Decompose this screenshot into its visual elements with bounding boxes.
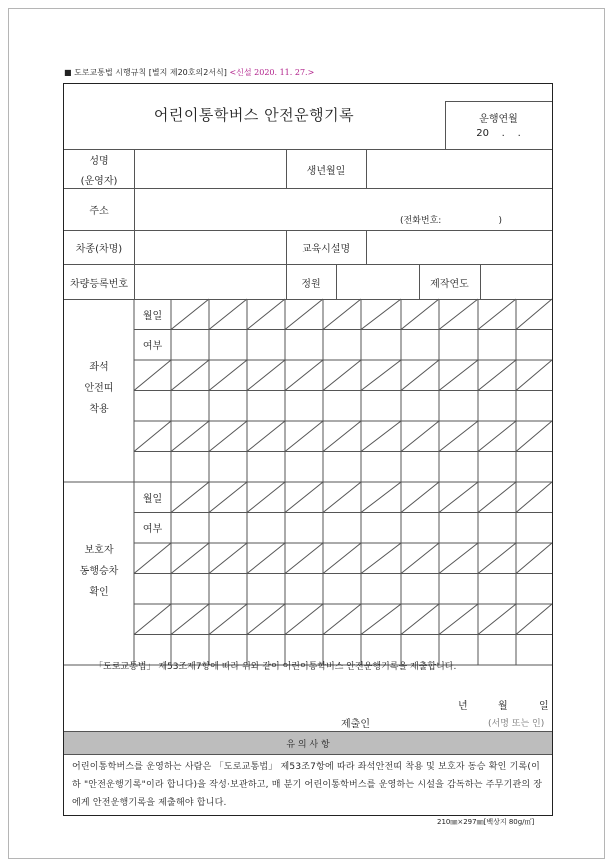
operation-date-field[interactable]: 20 . .: [476, 128, 521, 139]
seatbelt-grid-date-slash: [247, 360, 285, 391]
guardian-grid-date-slash: [209, 482, 247, 513]
operation-date-label: 운행연월: [479, 114, 518, 125]
seatbelt-label-line-3: 착용: [89, 404, 109, 415]
seatbelt-grid-date-slash: [439, 421, 478, 452]
guardian-grid-date-slash: [134, 543, 171, 574]
guardian-grid-date-slash: [361, 543, 401, 574]
guardian-grid-date-slash: [285, 482, 323, 513]
guardian-label-line-3: 확인: [89, 587, 109, 598]
seatbelt-grid-date-slash: [439, 360, 478, 391]
seatbelt-grid-date-slash: [285, 299, 323, 330]
capacity-label: 정원: [301, 279, 321, 290]
guardian-grid-date-slash: [171, 604, 209, 635]
seatbelt-grid-date-slash: [171, 360, 209, 391]
guardian-grid-date-slash: [247, 604, 285, 635]
guardian-grid-date-slash: [439, 482, 478, 513]
guardian-section-label: [64, 540, 134, 603]
seatbelt-grid-date-slash: [323, 360, 361, 391]
seatbelt-grid-date-slash: [401, 421, 439, 452]
seatbelt-grid-date-slash: [478, 421, 516, 452]
guardian-grid-date-slash: [323, 482, 361, 513]
sign-label: (서명 또는 인): [488, 719, 545, 729]
seatbelt-grid-date-slash: [323, 421, 361, 452]
seatbelt-grid-date-slash: [439, 299, 478, 330]
year-label: 제작연도: [430, 279, 469, 290]
seatbelt-grid-date-slash: [209, 421, 247, 452]
submitter-field[interactable]: [384, 711, 484, 727]
guardian-grid-date-slash: [439, 604, 478, 635]
seatbelt-grid-date-slash: [247, 421, 285, 452]
address-label: 주소: [89, 206, 109, 217]
notes-heading: 유 의 사 항: [286, 740, 330, 750]
seatbelt-grid-date-slash: [247, 299, 285, 330]
car-type-label: 차종(차명): [75, 244, 123, 255]
seatbelt-grid-date-slash: [209, 360, 247, 391]
declaration-text: 「도로교통법」 제53조제7항에 따라 위와 같이 어린이통학버스 안전운행기록을 제출합니다.: [94, 662, 457, 672]
guardian-grid-date-slash: [401, 604, 439, 635]
phone-label: (전화번호: ): [400, 216, 503, 226]
reg-no-label: 차량등록번호: [70, 279, 128, 290]
guardian-grid-date-slash: [285, 604, 323, 635]
paper-size-note: 210㎜×297㎜[백상지 80g/㎡]: [437, 818, 535, 826]
guardian-grid-date-slash: [247, 543, 285, 574]
guardian-grid-date-slash: [323, 543, 361, 574]
facility-label: 교육시설명: [301, 244, 351, 255]
amendment-note: <신설 2020. 11. 27.>: [229, 68, 315, 77]
guardian-grid-date-slash: [516, 543, 552, 574]
guardian-grid-date-slash: [516, 604, 552, 635]
seatbelt-grid-date-slash: [401, 360, 439, 391]
birth-label: 생년월일: [306, 166, 346, 177]
guardian-grid-date-slash: [247, 482, 285, 513]
seatbelt-grid-date-slash: [516, 360, 552, 391]
seatbelt-grid-date-slash: [478, 360, 516, 391]
guardian-grid-date-slash: [134, 604, 171, 635]
guardian-grid-date-slash: [209, 604, 247, 635]
name-sub-label: (운영자): [80, 176, 118, 187]
guardian-grid-date-slash: [171, 543, 209, 574]
seatbelt-grid-date-slash: [516, 299, 552, 330]
seatbelt-grid-date-slash: [285, 421, 323, 452]
form-title: 어린이통학버스 안전운행기록: [153, 106, 355, 124]
seatbelt-grid-date-slash: [323, 299, 361, 330]
guardian-grid-date-slash: [209, 543, 247, 574]
guardian-label-line-1: 보호자: [84, 545, 114, 556]
notes-body: 어린이통학버스를 운영하는 사람은 「도로교통법」 제53조7항에 따라 좌석안전띠 착용 및 보호자 동승 확인 기록(이하 "안전운행기록"이라 합니다)을 작성·보관하고, 매 분기 어린이통학버스를 운영하는 시설을 감독하는 주무기관의 장에게 안전운행기록을 제출해야 합니다.: [72, 762, 543, 808]
guardian-grid-date-slash: [478, 604, 516, 635]
seatbelt-grid-date-slash: [171, 299, 209, 330]
seatbelt-grid-date-slash: [285, 360, 323, 391]
guardian-grid-date-slash: [171, 482, 209, 513]
seatbelt-grid-date-slash: [134, 421, 171, 452]
notes-heading-bar: [64, 732, 552, 754]
record-grid: [64, 84, 552, 817]
seatbelt-grid-date-slash: [361, 360, 401, 391]
form-header: [64, 67, 314, 78]
guardian-grid-date-slash: [478, 482, 516, 513]
guardian-label-line-2: 동행승차: [79, 566, 119, 577]
guardian-grid-date-slash: [361, 482, 401, 513]
seatbelt-grid-date-slash: [478, 299, 516, 330]
guardian-date-label: 월일: [142, 494, 163, 505]
guardian-grid-date-slash: [361, 604, 401, 635]
guardian-grid-date-slash: [439, 543, 478, 574]
seatbelt-grid-date-slash: [134, 360, 171, 391]
legal-reference: ■ 도로교통법 시행규칙 [별지 제20호의2서식]: [64, 68, 227, 77]
guardian-grid-date-slash: [285, 543, 323, 574]
year-word: 년: [458, 701, 468, 712]
guardian-grid-date-slash: [401, 543, 439, 574]
seatbelt-grid-date-slash: [209, 299, 247, 330]
guardian-grid-date-slash: [323, 604, 361, 635]
name-label: 성명: [89, 156, 109, 167]
submitter-label: 제출인: [341, 719, 370, 730]
seatbelt-grid-date-slash: [401, 299, 439, 330]
seatbelt-grid-date-slash: [516, 421, 552, 452]
seatbelt-grid-date-slash: [361, 299, 401, 330]
safety-record-form: [63, 83, 553, 816]
seatbelt-label-line-1: 좌석: [89, 362, 109, 373]
guardian-grid-date-slash: [516, 482, 552, 513]
seatbelt-date-label: 월일: [142, 311, 163, 322]
seatbelt-grid-date-slash: [361, 421, 401, 452]
guardian-grid-date-slash: [478, 543, 516, 574]
seatbelt-label-line-2: 안전띠: [84, 383, 114, 394]
seatbelt-section-label: [64, 357, 134, 420]
seatbelt-grid-date-slash: [171, 421, 209, 452]
day-word: 일: [539, 701, 549, 712]
month-word: 월: [498, 701, 508, 712]
guardian-status-label: 여부: [142, 524, 163, 535]
guardian-grid-date-slash: [401, 482, 439, 513]
seatbelt-status-label: 여부: [142, 341, 163, 352]
